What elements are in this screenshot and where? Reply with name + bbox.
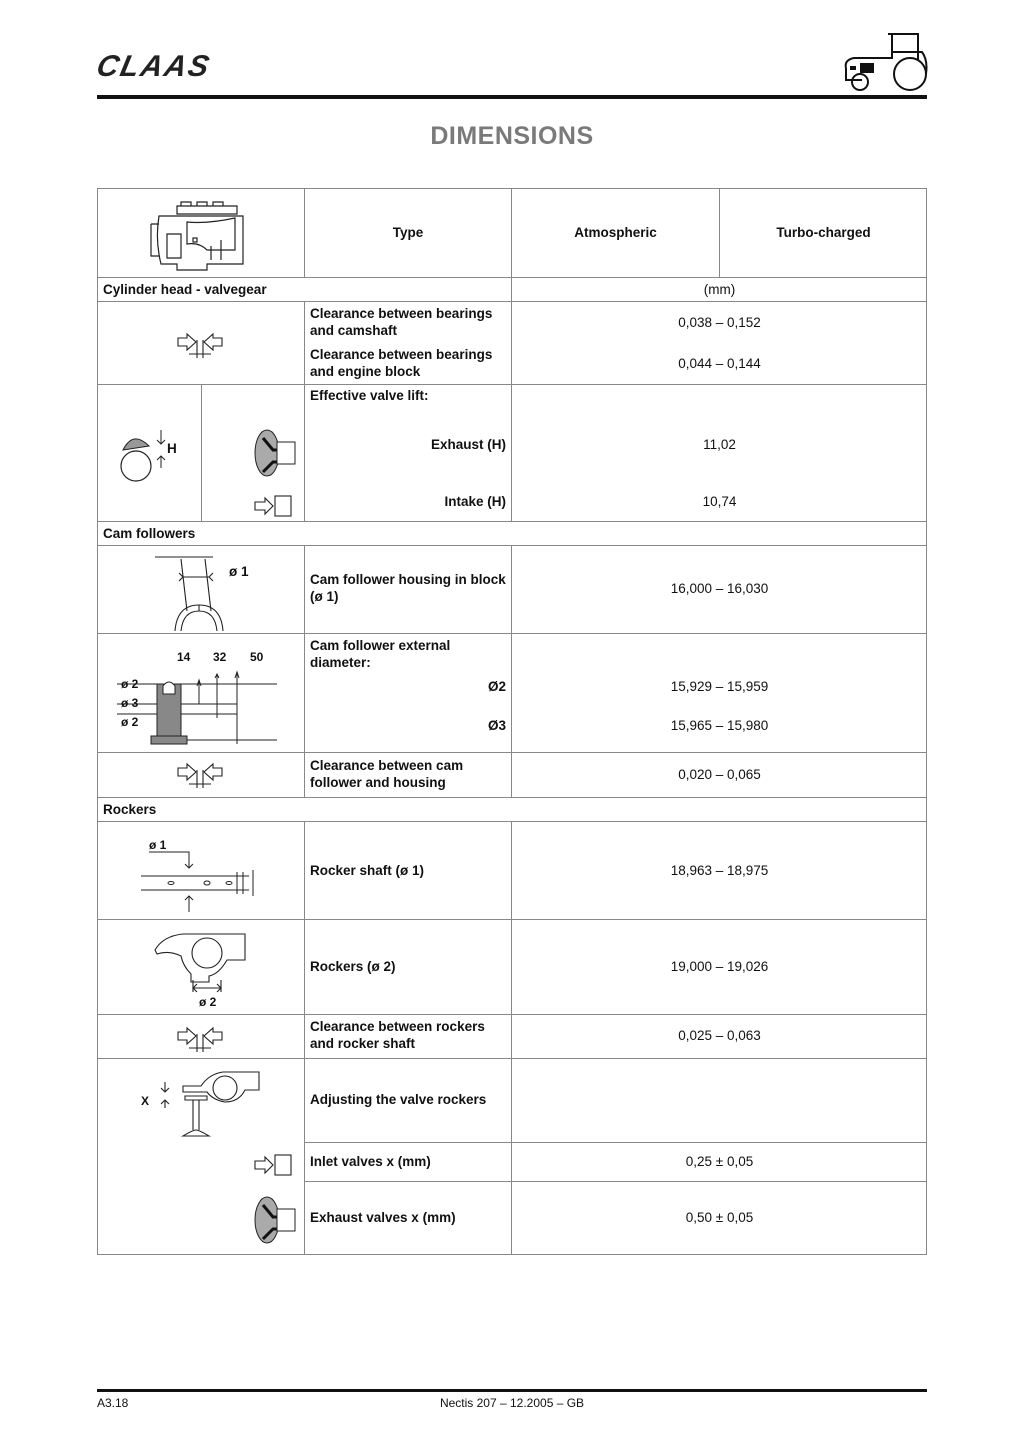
rocker-clearance-label: Clearance between rockers and rocker shaft bbox=[310, 1019, 485, 1051]
valve-adjust-icon bbox=[153, 1068, 263, 1140]
inlet-x-label: Inlet valves x (mm) bbox=[310, 1154, 431, 1169]
follower-dimension-icon bbox=[117, 658, 287, 752]
follower-housing-o1: ø 1 bbox=[229, 564, 249, 579]
adjust-x-label: X bbox=[141, 1094, 150, 1108]
exhaust-valve-icon bbox=[247, 428, 303, 478]
exhaust-x-value: 0,50 ± 0,05 bbox=[685, 1210, 754, 1225]
bearing-block-value: 0,044 – 0,144 bbox=[678, 356, 761, 371]
exhaust-x-label: Exhaust valves x (mm) bbox=[310, 1210, 456, 1225]
unit-label: (mm) bbox=[703, 282, 736, 297]
col-header-type: Type bbox=[392, 225, 424, 240]
d3-label: Ø3 bbox=[487, 718, 506, 733]
dim-32: 32 bbox=[213, 650, 227, 664]
footer-rule bbox=[97, 1389, 927, 1392]
clearance-icon bbox=[175, 1024, 227, 1056]
adjusting-label: Adjusting the valve rockers bbox=[310, 1092, 487, 1107]
claas-logo: CLAAS bbox=[93, 50, 214, 83]
exhaust-h-value: 11,02 bbox=[703, 437, 736, 452]
header-rule bbox=[97, 95, 927, 99]
bearing-camshaft-label: Clearance between bearings and camshaft bbox=[310, 306, 493, 338]
intake-h-value: 10,74 bbox=[702, 494, 737, 509]
follower-clearance-label: Clearance between cam follower and housing bbox=[310, 758, 464, 790]
dim-o2-top: ø 2 bbox=[121, 677, 139, 691]
bearing-camshaft-value: 0,038 – 0,152 bbox=[678, 315, 761, 330]
tractor-icon bbox=[840, 30, 930, 92]
d3-value: 15,965 – 15,980 bbox=[670, 718, 769, 733]
d2-value: 15,929 – 15,959 bbox=[670, 679, 769, 694]
follower-clearance-value: 0,020 – 0,065 bbox=[678, 767, 761, 782]
rocker-shaft-label: Rocker shaft (ø 1) bbox=[310, 863, 425, 878]
rocker-clearance-value: 0,025 – 0,063 bbox=[678, 1028, 761, 1043]
d2-label: Ø2 bbox=[487, 679, 506, 694]
follower-housing-value: 16,000 – 16,030 bbox=[670, 581, 769, 596]
engine-icon bbox=[147, 200, 257, 272]
rocker-shaft-value: 18,963 – 18,975 bbox=[670, 863, 769, 878]
page-title: DIMENSIONS bbox=[430, 122, 594, 150]
follower-ext-label: Cam follower external diameter: bbox=[310, 638, 451, 670]
intake-valve-icon bbox=[253, 494, 295, 520]
clearance-icon bbox=[175, 330, 227, 362]
footer-page-number: A3.18 bbox=[97, 1396, 129, 1410]
col-header-turbo: Turbo-charged bbox=[776, 225, 871, 240]
cam-lift-icon bbox=[115, 426, 185, 490]
intake-valve-icon bbox=[253, 1153, 295, 1179]
dim-50: 50 bbox=[250, 650, 264, 664]
dim-14: 14 bbox=[177, 650, 191, 664]
intake-h-label: Intake (H) bbox=[444, 494, 506, 509]
rocker-arm-icon bbox=[153, 930, 253, 1000]
dim-o3: ø 3 bbox=[121, 696, 139, 710]
exhaust-h-label: Exhaust (H) bbox=[430, 437, 506, 452]
section-cylinder-head: Cylinder head - valvegear bbox=[103, 282, 267, 297]
valve-lift-label: Effective valve lift: bbox=[310, 388, 429, 403]
follower-housing-label: Cam follower housing in block (ø 1) bbox=[310, 572, 506, 604]
rockers-d2-value: 19,000 – 19,026 bbox=[670, 959, 769, 974]
clearance-icon bbox=[175, 760, 227, 792]
lift-h-label: H bbox=[167, 441, 177, 456]
exhaust-valve-icon bbox=[247, 1195, 303, 1245]
inlet-x-value: 0,25 ± 0,05 bbox=[685, 1154, 754, 1169]
dimensions-table bbox=[97, 188, 927, 1255]
col-header-atmospheric: Atmospheric bbox=[574, 225, 657, 240]
rocker-shaft-icon bbox=[137, 846, 267, 916]
rockers-o2: ø 2 bbox=[199, 995, 217, 1009]
rockers-d2-label: Rockers (ø 2) bbox=[310, 959, 396, 974]
section-cam-followers: Cam followers bbox=[103, 526, 196, 541]
section-rockers: Rockers bbox=[103, 802, 157, 817]
footer-doc-ref: Nectis 207 – 12.2005 – GB bbox=[439, 1396, 585, 1410]
dim-o2-bottom: ø 2 bbox=[121, 715, 139, 729]
rocker-shaft-o1: ø 1 bbox=[149, 838, 167, 852]
bearing-block-label: Clearance between bearings and engine block bbox=[310, 347, 493, 379]
